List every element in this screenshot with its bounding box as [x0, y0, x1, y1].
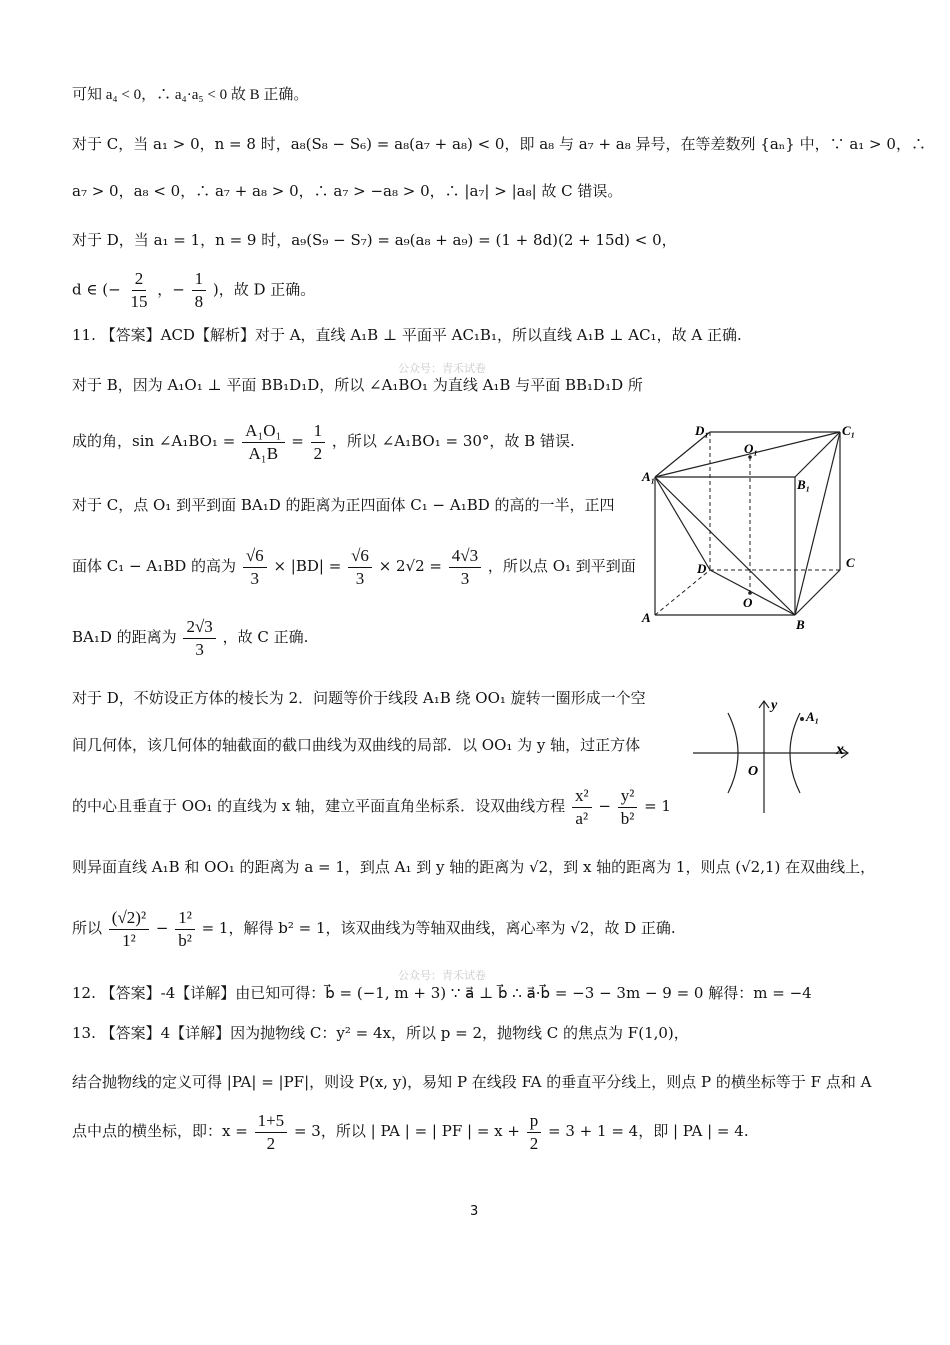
- label-a: A: [642, 610, 651, 625]
- line-case-d-11-1: 对于 D，不妨设正方体的棱长为 2．问题等价于线段 A₁B 绕 OO₁ 旋转一圈形成一个空: [72, 689, 646, 707]
- text-fragment: = 1，解得 b² = 1，该双曲线为等轴双曲线，离心率为 √2，故 D 正确.: [201, 919, 676, 937]
- cube-diagram: [640, 415, 870, 640]
- text-fragment: 成的角，sin ∠A₁BO₁ =: [72, 432, 236, 450]
- label-o1: O₁: [744, 441, 758, 456]
- axis-y-label: y: [771, 698, 778, 713]
- line-answer-13-2: 结合抛物线的定义可得 |PA| = |PF|，则设 P(x, y)，易知 P 在线段 FA 的垂直平分线上，则点 P 的横坐标等于 F 点和 A: [72, 1073, 872, 1091]
- label-a1: A₁: [642, 469, 656, 484]
- label-b1: B₁: [797, 477, 811, 492]
- line-case-d-11-5: [72, 903, 676, 953]
- label-c: C: [846, 555, 855, 570]
- text-fragment: )，故 D 正确。: [212, 280, 316, 299]
- line-case-c-1: 对于 C，当 a₁ > 0，n = 8 时，a₈(S₈ − S₆) = a₈(a₇ + a₈) < 0，即 a₈ 与 a₇ + a₈ 异号，在等差数列 {aₙ} 中，∵ a₁ > 0，∴: [72, 135, 926, 153]
- label-d1: D₁: [695, 423, 709, 438]
- line-case-d-11-4: 则异面直线 A₁B 和 OO₁ 的距离为 a = 1，到点 A₁ 到 y 轴的距离为 √2，到 x 轴的距离为 1，则点 (√2,1) 在双曲线上，: [72, 858, 876, 876]
- fraction: $\frac{\text{y²}}{\text{b²}}$: [618, 785, 638, 830]
- line-answer-13-3: [72, 1108, 749, 1155]
- text-fragment: BA₁D 的距离为: [72, 628, 177, 646]
- label-c1: C₁: [842, 423, 856, 438]
- axis-x-label: x: [836, 741, 844, 758]
- answer-11-heading: 11. 【答案】ACD【解析】对于 A，直线 A₁B ⊥ 平面平 AC₁B₁，所以直线 A₁B ⊥ AC₁，故 A 正确.: [72, 326, 742, 344]
- watermark: 公众号：青禾试卷: [398, 362, 486, 375]
- page-number: 3: [470, 1204, 479, 1219]
- text-fragment: = 1: [644, 797, 671, 815]
- line-case-c-11-3: [72, 614, 308, 661]
- text-fragment: ，−: [157, 280, 185, 299]
- fraction: $\frac{\text{A₁O₁}}{\text{A₁B}}$: [242, 420, 284, 465]
- watermark: 公众号：青禾试卷: [398, 969, 486, 982]
- line-case-b-1: 对于 B，因为 A₁O₁ ⊥ 平面 BB₁D₁D，所以 ∠A₁BO₁ 为直线 A₁B 与平面 BB₁D₁D 所: [72, 376, 643, 394]
- answer-12: 12. 【答案】-4【详解】由已知可得：b⃗ = (−1, m + 3) ∵ a⃗ ⊥ b⃗ ∴ a⃗·b⃗ = −3 − 3m − 9 = 0 解得：m = −4: [72, 984, 812, 1002]
- text-fragment: × |BD| =: [273, 557, 342, 575]
- line-case-c-11-1: 对于 C，点 O₁ 到平到面 BA₁D 的距离为正四面体 C₁ − A₁BD 的高的一半，正四: [72, 496, 615, 514]
- line-case-d-11-3: [72, 783, 671, 830]
- fraction: $\frac{2}{15}$: [130, 269, 148, 311]
- label-d: D: [697, 561, 707, 576]
- line-case-d-11-2: 间几何体，该几何体的轴截面的截口曲线为双曲线的局部．以 OO₁ 为 y 轴，过正方体: [72, 736, 641, 754]
- text-fragment: 的中心且垂直于 OO₁ 的直线为 x 轴，建立平面直角坐标系．设双曲线方程: [72, 797, 566, 815]
- line-case-b-2: [72, 418, 575, 465]
- text-fragment: −: [155, 919, 169, 937]
- label-b: B: [796, 617, 805, 632]
- line-case-c-11-2: [72, 543, 636, 590]
- origin-label: O: [748, 764, 759, 779]
- fraction: $\frac{1+5}{2}$: [255, 1110, 288, 1155]
- fraction: $\frac{4√3}{3}$: [449, 545, 481, 590]
- answer-13: 13. 【答案】4【详解】因为抛物线 C：y² = 4x，所以 p = 2，抛物线 C 的焦点为 F(1,0)，: [72, 1024, 689, 1042]
- line-conclusion-b: 可知 a₄ < 0，∴ a₄·a₅ < 0 故 B 正确。: [72, 87, 309, 103]
- text-fragment: × 2√2 =: [378, 557, 443, 575]
- fraction: $\frac{\text{(√2)²}}{\text{1²}}$: [109, 907, 149, 952]
- fraction: $\frac{√6}{3}$: [243, 545, 267, 590]
- line-case-c-2: a₇ > 0，a₈ < 0，∴ a₇ + a₈ > 0，∴ a₇ > −a₈ > 0，∴ |a₇| > |a₈| 故 C 错误。: [72, 182, 623, 200]
- line-case-d-1: 对于 D，当 a₁ = 1，n = 9 时，a₉(S₉ − S₇) = a₉(a₈ + a₉) = (1 + 8d)(2 + 15d) < 0，: [72, 231, 677, 249]
- line-case-d-2: [72, 268, 315, 313]
- text-fragment: 点中点的横坐标，即：x =: [72, 1122, 248, 1140]
- fraction: $\frac{2√3}{3}$: [183, 616, 215, 661]
- text-fragment: ，所以 ∠A₁BO₁ = 30°，故 B 错误.: [331, 432, 575, 450]
- text-fragment: = 3 + 1 = 4，即 | PA | = 4.: [548, 1122, 749, 1140]
- text-fragment: = 3，所以 | PA | = | PF | = x +: [293, 1122, 520, 1140]
- text-fragment: −: [598, 797, 611, 815]
- text-fragment: ，故 C 正确.: [222, 628, 309, 646]
- text-fragment: 面体 C₁ − A₁BD 的高为: [72, 557, 237, 575]
- fraction: $\frac{1}{8}$: [192, 268, 207, 313]
- fraction: $\frac{p}{2}$: [527, 1110, 542, 1155]
- text-fragment: =: [291, 432, 304, 450]
- text-fragment: ，所以点 O₁ 到平到面: [487, 557, 636, 575]
- fraction: $\frac{1}{2}$: [311, 420, 326, 465]
- fraction: $\frac{√6}{3}$: [348, 545, 372, 590]
- label-o: O: [743, 595, 753, 610]
- text-fragment: d ∈ (−: [72, 280, 121, 299]
- fraction: $\frac{\text{x²}}{\text{a²}}$: [572, 785, 592, 830]
- text-fragment: 所以: [72, 919, 103, 937]
- hyperbola-diagram: [688, 693, 858, 818]
- point-a1-label: A₁: [806, 709, 820, 724]
- fraction: $\frac{\text{1²}}{\text{b²}}$: [175, 907, 195, 952]
